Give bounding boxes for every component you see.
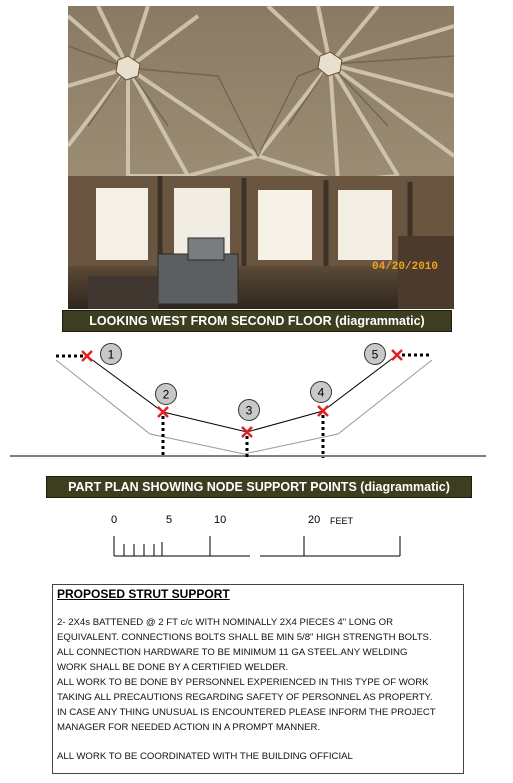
notes-line: EQUIVALENT. CONNECTIONS BOLTS SHALL BE MIN 5/8" HIGH STRENGTH BOLTS.: [57, 632, 432, 643]
notes-line: 2- 2X4s BATTENED @ 2 FT c/c WITH NOMINALLY 2X4 PIECES 4" LONG OR: [57, 617, 394, 628]
node-2: [156, 384, 177, 418]
node-x-mark: [392, 350, 402, 360]
node-label: 4: [317, 385, 325, 400]
notes-final-line: ALL WORK TO BE COORDINATED WITH THE BUILDING OFFICIAL: [57, 751, 353, 762]
node-x-mark: [158, 407, 168, 417]
node-label: 3: [245, 403, 253, 418]
scale-tick-label-10: 10: [214, 514, 227, 526]
node-4: [311, 382, 332, 417]
node-3: [239, 400, 260, 438]
notes-line: ALL CONNECTION HARDWARE TO BE MINIMUM 11 GA STEEL.ANY WELDING: [57, 647, 408, 658]
node-label: 5: [371, 347, 379, 362]
node-x-mark: [82, 351, 92, 361]
notes-line: IN CASE ANY THING UNUSUAL IS ENCOUNTERED PLEASE INFORM THE PROJECT: [57, 707, 436, 718]
graphic-scale: [100, 506, 420, 562]
node-support-diagram: [0, 336, 513, 466]
scale-unit: FEET: [330, 516, 354, 526]
node-label: 1: [107, 347, 115, 362]
notes-line: WORK SHALL BE DONE BY A CERTIFIED WELDER.: [57, 662, 289, 673]
node-x-mark: [318, 406, 328, 416]
scale-tick-label-0: 0: [111, 514, 118, 526]
scale-tick-label-20: 20: [308, 514, 321, 526]
node-x-mark: [242, 427, 252, 437]
node-label: 2: [162, 387, 170, 402]
node-1: [82, 344, 122, 365]
photo-caption: LOOKING WEST FROM SECOND FLOOR (diagrammatic): [62, 310, 452, 332]
strut-support-notes: [52, 584, 464, 774]
notes-line: ALL WORK TO BE DONE BY PERSONNEL EXPERIENCED IN THIS TYPE OF WORK: [57, 677, 429, 688]
notes-title: PROPOSED STRUT SUPPORT: [57, 587, 230, 601]
scale-bar: [100, 506, 420, 562]
node-5: [365, 344, 403, 365]
notes-line: MANAGER FOR NEEDED ACTION IN A PROMPT MANNER.: [57, 722, 321, 733]
diagram-caption: PART PLAN SHOWING NODE SUPPORT POINTS (diagrammatic): [46, 476, 472, 498]
notes-line: TAKING ALL PRECAUTIONS REGARDING SAFETY OF PERSONNEL AS PROPERTY.: [57, 692, 433, 703]
scale-tick-label-5: 5: [166, 514, 173, 526]
photo-date-stamp: 04/20/2010: [372, 261, 439, 273]
